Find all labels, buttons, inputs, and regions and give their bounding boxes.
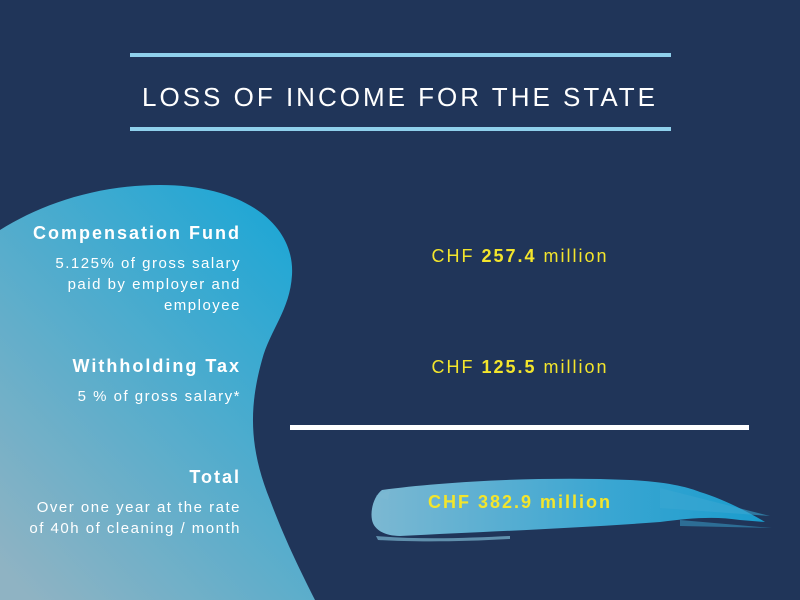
title-rule-bottom <box>130 127 671 131</box>
row-description <box>1 386 241 407</box>
value-withholding-tax <box>290 356 750 378</box>
sum-divider <box>290 425 749 430</box>
row-label: Total <box>189 467 241 487</box>
title-rule-top <box>130 53 671 57</box>
description-line: paid by employer and <box>67 276 241 293</box>
row-total <box>1 466 241 539</box>
description-line: Over one year at the rate <box>36 499 241 516</box>
value-amount: 125.5 <box>481 357 537 377</box>
value-suffix: million <box>536 246 609 266</box>
description-line: 5.125% of gross salary <box>55 255 241 272</box>
description-line: of 40h of cleaning / month <box>29 520 241 537</box>
description-line: 5 % of gross salary* <box>77 388 241 405</box>
row-label: Withholding Tax <box>72 356 241 376</box>
page-title: LOSS OF INCOME FOR THE STATE <box>142 82 658 112</box>
description-line: employee <box>163 297 241 314</box>
value-prefix: CHF <box>431 357 482 377</box>
value-prefix: CHF <box>431 246 482 266</box>
value-suffix: million <box>536 357 609 377</box>
row-description <box>1 253 241 316</box>
row-compensation-fund <box>1 222 241 316</box>
row-description <box>0 497 241 539</box>
value-total: CHF 382.9 million <box>427 492 613 512</box>
value-amount: 257.4 <box>481 246 537 266</box>
value-compensation-fund <box>290 245 750 267</box>
row-label: Compensation Fund <box>33 223 241 243</box>
row-withholding-tax <box>1 355 241 407</box>
